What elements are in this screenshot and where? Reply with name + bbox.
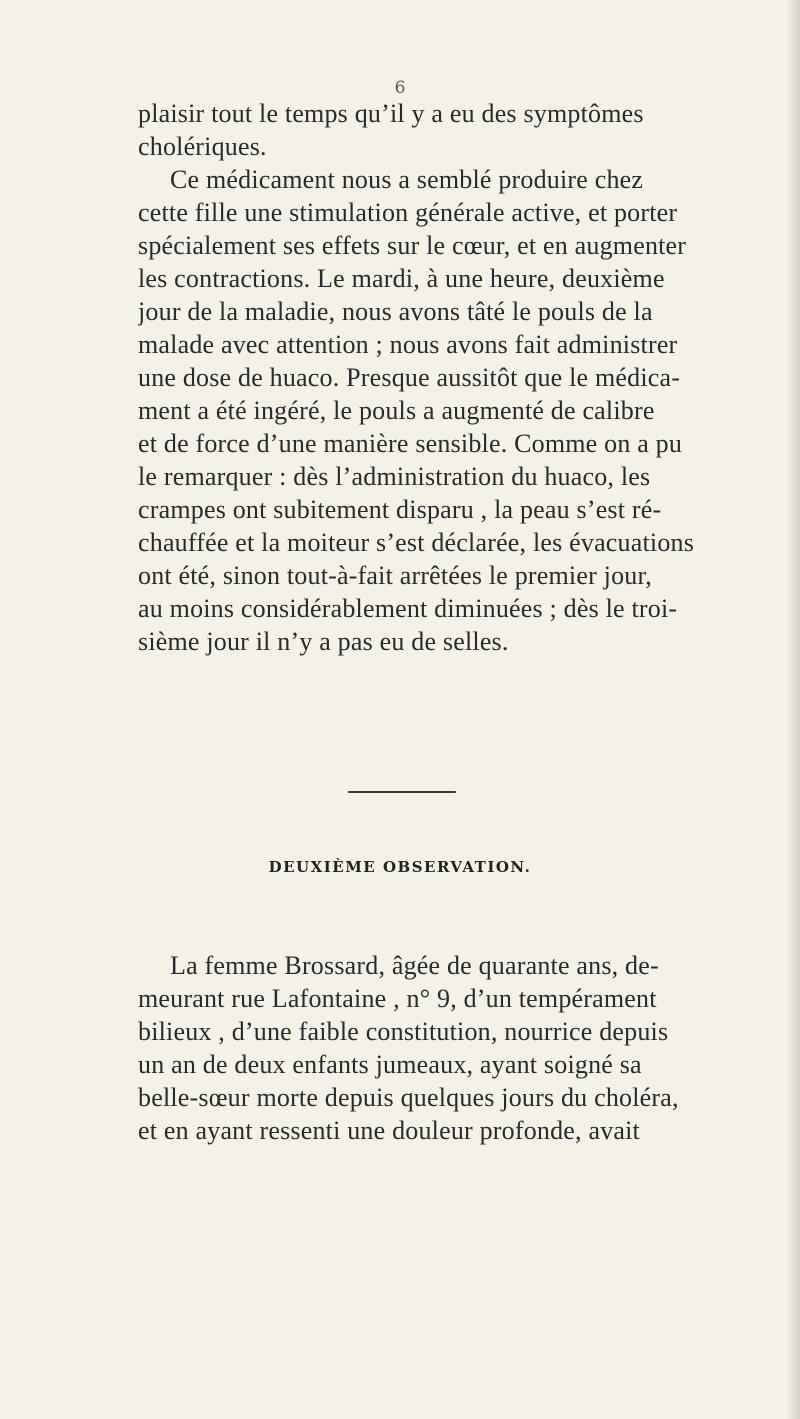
text-line: au moins considérablement diminuées ; dès le troi- [138, 594, 678, 623]
text-line: La femme Brossard, âgée de quarante ans, de- [170, 951, 659, 980]
text-line: ment a été ingéré, le pouls a augmenté de calibre [138, 396, 655, 425]
text-line: spécialement ses effets sur le cœur, et en augmenter [138, 231, 687, 260]
text-line: Ce médicament nous a semblé produire chez [170, 165, 644, 194]
section-divider [348, 791, 456, 793]
text-line: cholériques. [138, 132, 267, 161]
text-line: les contractions. Le mardi, à une heure, deuxième [138, 264, 665, 293]
text-line: jour de la maladie, nous avons tâté le pouls de la [138, 297, 653, 326]
section-heading: DEUXIÈME OBSERVATION. [268, 858, 532, 876]
page-number: 6 [394, 78, 406, 98]
text-line: le remarquer : dès l’administration du huaco, les [138, 462, 651, 491]
text-line: crampes ont subitement disparu , la peau s’est ré- [138, 495, 662, 524]
text-line: et de force d’une manière sensible. Comme on a pu [138, 429, 683, 458]
text-line: sième jour il n’y a pas eu de selles. [138, 627, 509, 656]
text-line: et en ayant ressenti une douleur profonde, avait [138, 1116, 640, 1145]
text-line: malade avec attention ; nous avons fait administrer [138, 330, 678, 359]
text-line: ont été, sinon tout-à-fait arrêtées le premier jour, [138, 561, 652, 590]
text-line: une dose de huaco. Presque aussitôt que le médica- [138, 363, 681, 392]
text-line: plaisir tout le temps qu’il y a eu des symptômes [138, 99, 644, 128]
text-line: belle-sœur morte depuis quelques jours du choléra, [138, 1083, 679, 1112]
text-line: bilieux , d’une faible constitution, nourrice depuis [138, 1017, 669, 1046]
text-line: cette fille une stimulation générale active, et porter [138, 198, 678, 227]
text-line: un an de deux enfants jumeaux, ayant soigné sa [138, 1050, 642, 1079]
text-line: meurant rue Lafontaine , n° 9, d’un tempérament [138, 984, 657, 1013]
text-line: chauffée et la moiteur s’est déclarée, les évacuations [138, 528, 695, 557]
